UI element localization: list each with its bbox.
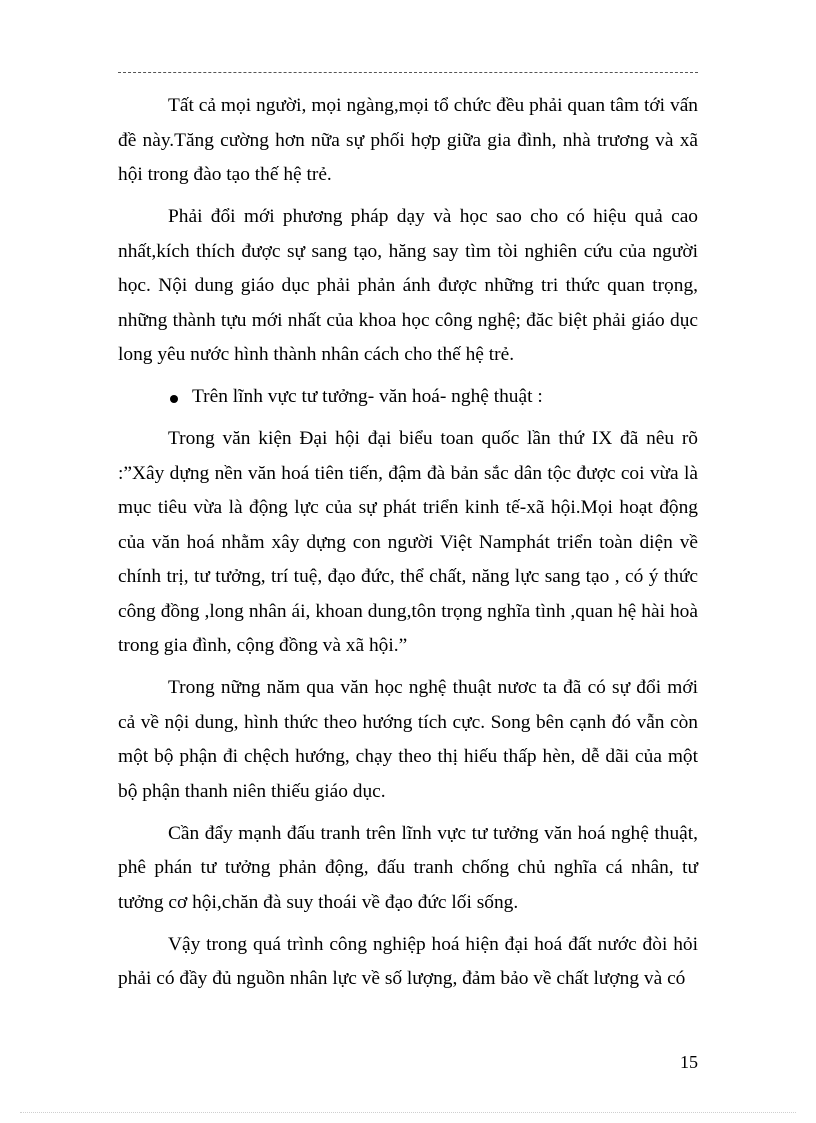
paragraph-industrialization: Vậy trong quá trình công nghiệp hoá hiện đại hoá đất nước đòi hỏi phải có đầy đủ nguồn nhân lực về số lượng, đảm bảo về chất lượng và có — [118, 933, 698, 990]
bullet-text: Trên lĩnh vực tư tưởng- văn hoá- nghệ thuật : — [192, 386, 543, 408]
bullet-item-culture-ideology — [118, 380, 698, 415]
document-body — [118, 89, 698, 1004]
page-number: 15 — [680, 1052, 698, 1072]
paragraph-literature-art: Trong nững năm qua văn học nghệ thuật nươc ta đã có sự đổi mới cả về nội dung, hình thức theo hướng tích cực. Song bên cạnh đó vẫn còn một bộ phận đi chệch hướng, chạy theo thị hiếu thấp hèn, dễ dãi của một bộ phận thanh niên thiếu giáo dục. — [118, 677, 698, 803]
paragraph-cooperation: Tất cả mọi người, mọi ngàng,mọi tổ chức đều phải quan tâm tới vấn đề này.Tăng cường hơn nữa sự phối hợp giữa gia đình, nhà trương và xã hội trong đào tạo thế hệ trẻ. — [118, 95, 698, 186]
paragraph-ideological-struggle: Cần đẩy mạnh đấu tranh trên lĩnh vực tư tưởng văn hoá nghệ thuật, phê phán tư tưởng phản động, đấu tranh chống chủ nghĩa cá nhân, tư tưởng cơ hội,chăn đà suy thoái về đạo đức lối sống. — [118, 822, 698, 913]
paragraph-teaching-methods: Phải đổi mới phương pháp dạy và học sao cho có hiệu quả cao nhất,kích thích được sự sang tạo, hăng say tìm tòi nghiên cứu của người học. Nội dung giáo dục phải phản ánh được những tri thức quan trọng, những thành tựu mới nhất của khoa học công nghệ; đăc biệt phải giáo dục long yêu nước hình thành nhân cách cho thế hệ trẻ. — [118, 205, 698, 366]
paragraph-congress-quote: Trong văn kiện Đại hội đại biểu toan quốc lần thứ IX đã nêu rõ :”Xây dựng nền văn hoá tiên tiến, đậm đà bản sắc dân tộc được coi vừa là mục tiêu vừa là động lực của sự phát triển kinh tế-xã hội.Mọi hoạt động của văn hoá nhằm xây dựng con người Việt Namphát triển toàn diện về chính trị, tư tưởng, trí tuệ, đạo đức, thể chất, năng lực sang tạo , có ý thức công đồng ,long nhân ái, khoan dung,tôn trọng nghĩa tình ,quan hệ hài hoà trong gia đình, cộng đồng và xã hội.” — [118, 427, 698, 657]
header-divider — [118, 72, 698, 73]
footer-divider — [20, 1112, 796, 1113]
